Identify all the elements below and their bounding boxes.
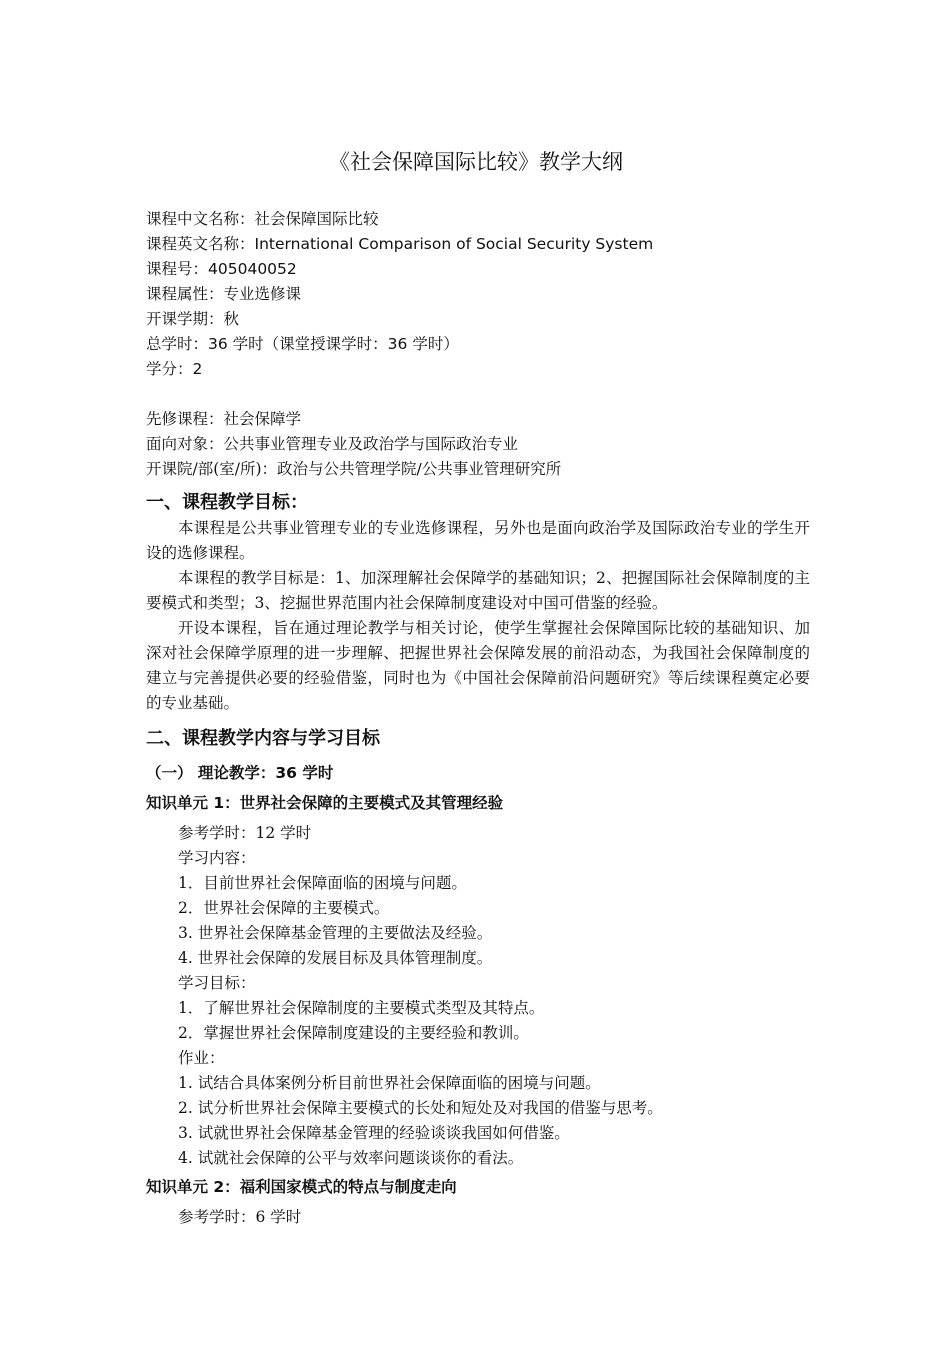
info-hours [146,333,459,355]
dept-label: 开课院/部(室/所)： [146,460,278,478]
unit1-content-label: 学习内容： [178,849,256,867]
unit1-goals-label: 学习目标： [178,974,256,992]
section1-paragraph-3: 开设本课程，旨在通过理论教学与相关讨论，使学生掌握社会保障国际比较的基础知识、加深对社会保障学原理的进一步理解、把握世界社会保障发展的前沿动态，为我国社会保障制度的建立与完善提供必要的经验借鉴，同时也为《中国社会保障前沿问题研究》等后续课程奠定必要的专业基础。 [146,619,810,712]
hours-value: 36 学时（课堂授课学时：36 学时） [208,335,459,353]
section1-paragraph-2: 本课程的教学目标是：1、加深理解社会保障学的基础知识；2、把握国际社会保障制度的主要模式和类型；3、挖掘世界范围内社会保障制度建设对中国可借鉴的经验。 [146,569,810,612]
info-audience [146,433,518,455]
hours-label: 总学时： [146,335,209,353]
credit-label: 学分： [146,360,193,378]
section1-heading: 一、课程教学目标： [146,492,308,513]
info-type [146,283,301,305]
info-dept [146,458,561,480]
list-item: 1．了解世界社会保障制度的主要模式类型及其特点。 [178,999,545,1017]
audience-value: 公共事业管理专业及政治学与国际政治专业 [223,435,519,453]
section2-heading: 二、课程教学内容与学习目标 [146,728,380,749]
theory-subheading: （一） 理论教学：36 学时 [146,764,334,782]
code-value: 405040052 [208,260,297,278]
term-label: 开课学期： [146,310,224,328]
term-value: 秋 [223,310,240,328]
code-label: 课程号： [146,260,209,278]
list-item: 1. 试结合具体案例分析目前世界社会保障面临的困境与问题。 [178,1074,601,1092]
list-item: 2．掌握世界社会保障制度建设的主要经验和教训。 [178,1024,529,1042]
list-item: 3. 试就世界社会保障基金管理的经验谈谈我国如何借鉴。 [178,1124,570,1142]
prereq-label: 先修课程： [146,410,224,428]
list-item: 4. 试就社会保障的公平与效率问题谈谈你的看法。 [178,1149,524,1167]
list-item: 2．世界社会保障的主要模式。 [178,899,390,917]
section1-paragraph-1: 本课程是公共事业管理专业的专业选修课程，另外也是面向政治学及国际政治专业的学生开设的选修课程。 [146,519,810,562]
prereq-value: 社会保障学 [223,410,302,428]
unit1-homework-label: 作业： [178,1049,225,1067]
type-label: 课程属性： [146,285,224,303]
list-item: 1．目前世界社会保障面临的困境与问题。 [178,874,467,892]
list-item: 3. 世界社会保障基金管理的主要做法及经验。 [178,924,493,942]
cn-name-label: 课程中文名称： [146,210,255,228]
unit1-heading: 知识单元 1：世界社会保障的主要模式及其管理经验 [146,794,504,812]
en-name-value: International Comparison of Social Security System [254,235,654,253]
unit2-ref-hours: 参考学时：6 学时 [178,1208,302,1226]
list-item: 2. 试分析世界社会保障主要模式的长处和短处及对我国的借鉴与思考。 [178,1099,663,1117]
info-cn-name [146,208,379,230]
en-name-label: 课程英文名称： [146,235,255,253]
info-credit [146,358,202,380]
info-code [146,258,297,280]
unit2-heading: 知识单元 2：福利国家模式的特点与制度走向 [146,1178,457,1196]
info-en-name [146,233,653,255]
unit1-ref-hours: 参考学时：12 学时 [178,824,312,842]
type-value: 专业选修课 [223,285,302,303]
info-term [146,308,239,330]
dept-value: 政治与公共管理学院/公共事业管理研究所 [277,460,562,478]
credit-value: 2 [192,360,203,378]
info-prereq [146,408,301,430]
list-item: 4. 世界社会保障的发展目标及具体管理制度。 [178,949,493,967]
audience-label: 面向对象： [146,435,224,453]
cn-name-value: 社会保障国际比较 [254,210,379,228]
document-title: 《社会保障国际比较》教学大纲 [329,150,623,174]
